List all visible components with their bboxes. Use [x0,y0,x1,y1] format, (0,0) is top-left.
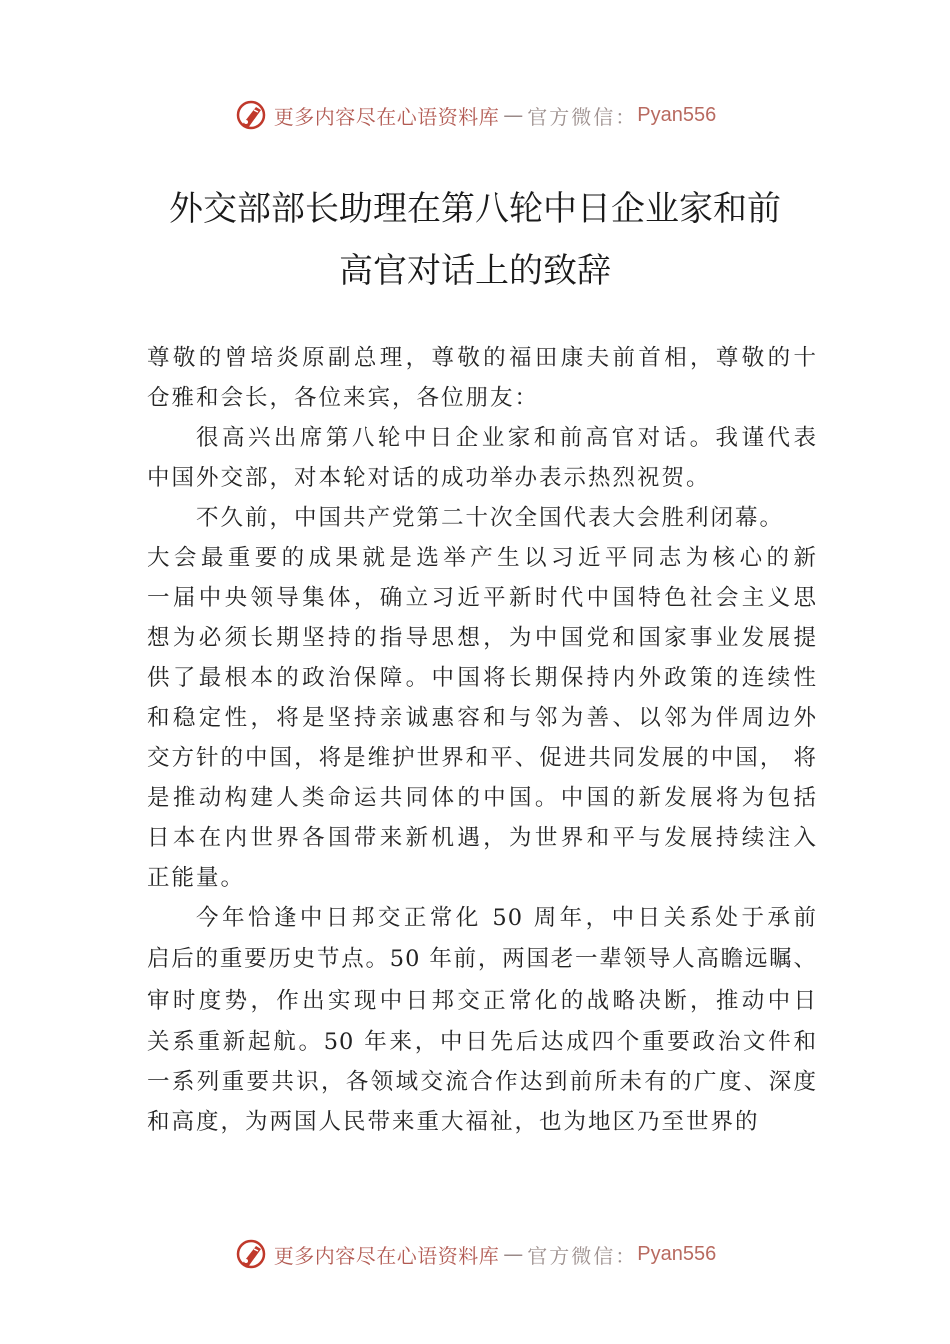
banner-separator: — [503,1242,524,1266]
banner-wechat-label: 官方微信： [527,104,638,129]
body-line: 和稳定性，将是坚持亲诚惠容和与邻为善、以邻为伴周边外 [147,705,817,731]
banner-text: 更多内容尽在心语资料库 [273,1243,500,1268]
footer-banner [0,1232,950,1276]
body-line: 审时度势，作出实现中日邦交正常化的战略决断，推动中日 [147,988,817,1014]
banner-text: 更多内容尽在心语资料库 [273,104,500,129]
document-body [147,338,817,1142]
banner-wechat-id: Pyan556 [637,103,717,126]
body-line: 很高兴出席第八轮中日企业家和前高官对话。我谨代表 [196,425,817,451]
pen-logo-icon [234,98,268,132]
banner-separator: — [503,103,524,127]
body-line: 想为必须长期坚持的指导思想，为中国党和国家事业发展提 [147,625,817,651]
body-line: 日本在内世界各国带来新机遇，为世界和平与发展持续注入 [147,825,817,851]
body-line: 交方针的中国，将是维护世界和平、促进共同发展的中国， 将 [147,745,817,771]
pen-logo-icon [234,1237,268,1271]
title-line: 外交部部长助理在第八轮中日企业家和前 [169,189,781,229]
body-line: 中国外交部，对本轮对话的成功举办表示热烈祝贺。 [147,465,711,491]
body-line: 启后的重要历史节点。50 年前，两国老一辈领导人高瞻远瞩、 [147,946,817,972]
body-line: 供了最根本的政治保障。中国将长期保持内外政策的连续性 [147,665,817,691]
body-line: 仓雅和会长，各位来宾，各位朋友： [147,385,540,411]
body-line: 大会最重要的成果就是选举产生以习近平同志为核心的新 [147,545,817,571]
body-line: 是推动构建人类命运共同体的中国。中国的新发展将为包括 [147,785,817,811]
body-line: 尊敬的曾培炎原副总理，尊敬的福田康夫前首相，尊敬的十 [147,345,817,371]
body-line: 和高度，为两国人民带来重大福祉，也为地区乃至世界的 [147,1109,760,1135]
document-title [0,178,950,302]
banner-wechat-label: 官方微信： [527,1243,638,1268]
body-line: 不久前，中国共产党第二十次全国代表大会胜利闭幕。 [196,505,785,531]
body-line: 关系重新起航。50 年来，中日先后达成四个重要政治文件和 [147,1029,817,1055]
body-line: 一届中央领导集体，确立习近平新时代中国特色社会主义思 [147,585,817,611]
body-line: 正能量。 [147,865,246,891]
header-banner [0,93,950,137]
banner-wechat-id: Pyan556 [637,1242,717,1265]
body-line: 今年恰逢中日邦交正常化 50 周年，中日关系处于承前 [196,905,817,931]
body-line: 一系列重要共识，各领域交流合作达到前所未有的广度、深度 [147,1069,817,1095]
title-line: 高官对话上的致辞 [339,251,611,291]
